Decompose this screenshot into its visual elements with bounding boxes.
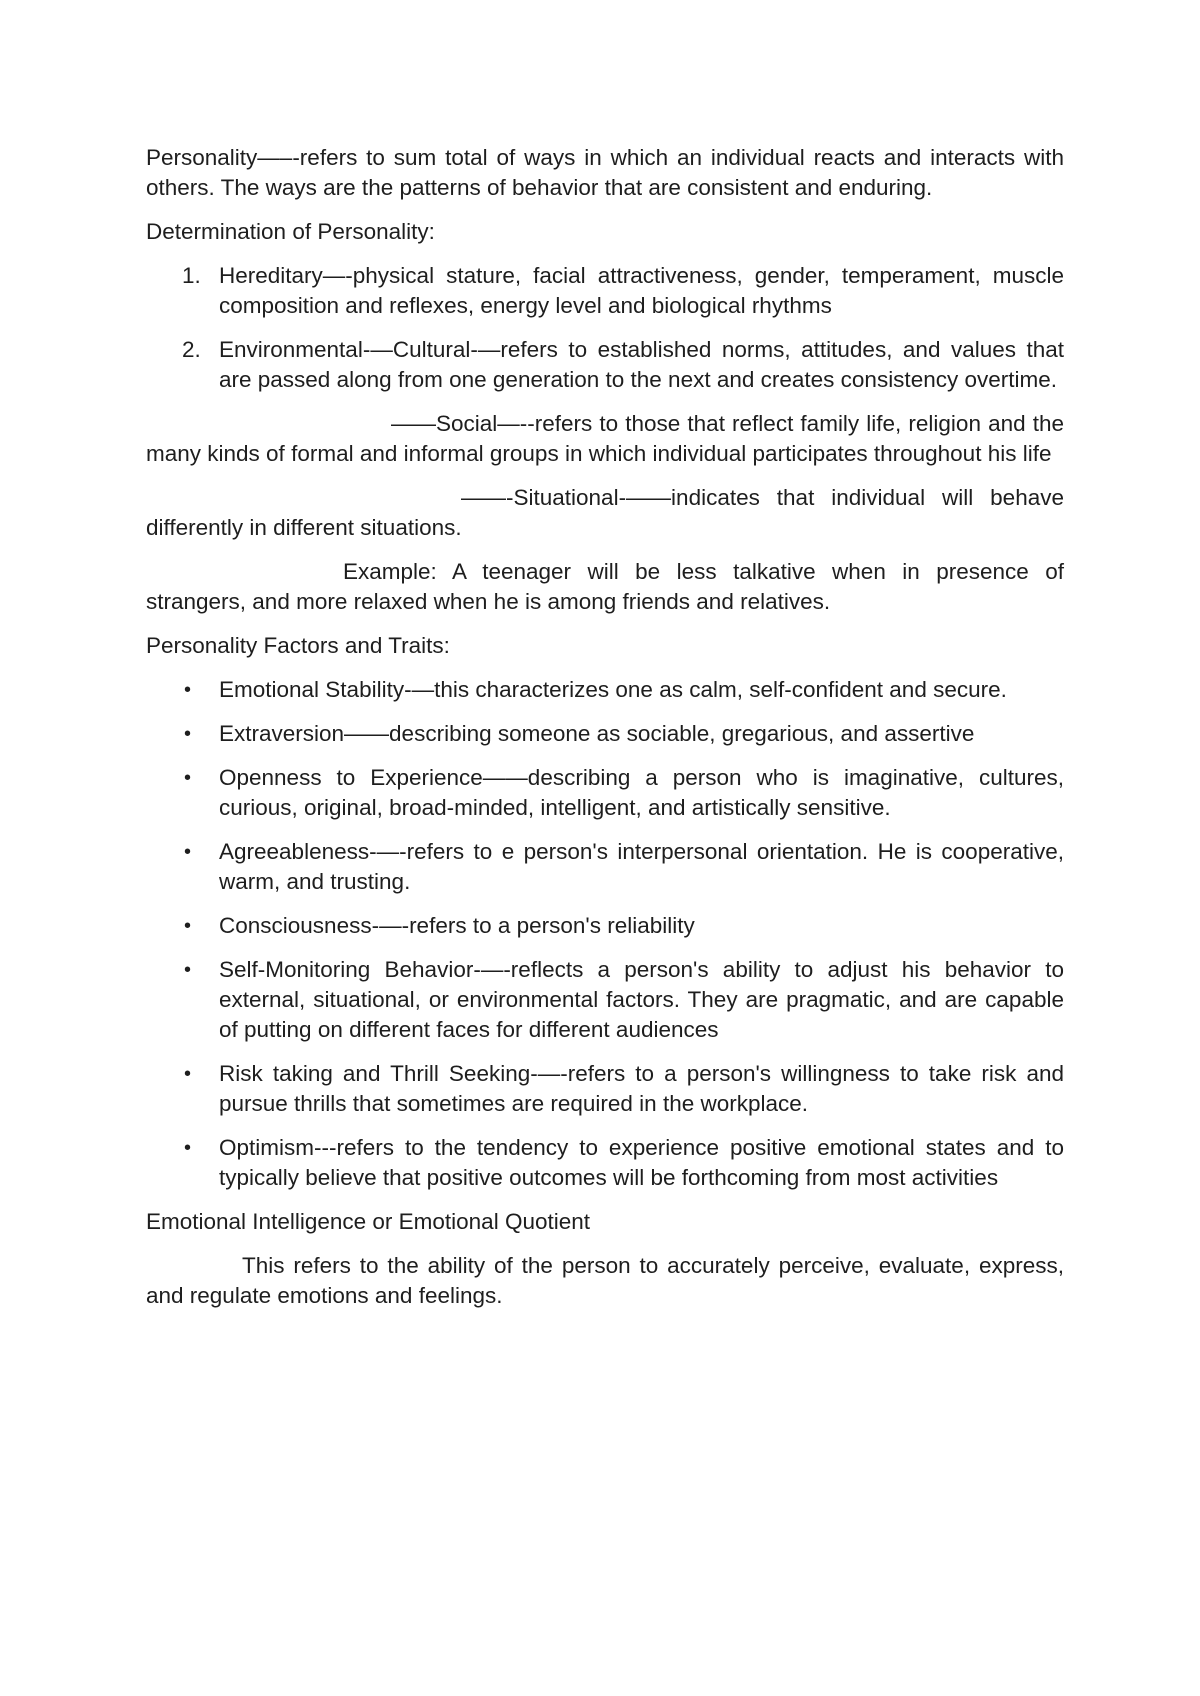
list-item-text: Openness to Experience——describing a person who is imaginative, cultures, curious, original, broad-minded, intelligent, and artistically sensitive. [219, 765, 1064, 820]
determination-heading: Determination of Personality: [146, 219, 435, 244]
bullet-icon: • [184, 1137, 192, 1159]
list-item [146, 719, 1064, 749]
situational-paragraph: ——-Situational-——indicates that individual will behave differently in different situations. [146, 485, 1064, 540]
list-item-text: Optimism---refers to the tendency to experience positive emotional states and to typically believe that positive outcomes will be forthcoming from most activities [219, 1135, 1064, 1190]
bullet-icon: • [184, 767, 192, 789]
list-item-text: Extraversion——describing someone as sociable, gregarious, and assertive [219, 721, 975, 746]
bullet-icon: • [184, 915, 192, 937]
determination-list [146, 261, 1064, 395]
factors-heading: Personality Factors and Traits: [146, 633, 450, 658]
list-item [146, 675, 1064, 705]
list-item-text: Risk taking and Thrill Seeking-—-refers to a person's willingness to take risk and pursue thrills that sometimes are required in the workplace. [219, 1061, 1064, 1116]
eq-heading: Emotional Intelligence or Emotional Quotient [146, 1209, 591, 1234]
list-item-text: Consciousness-—-refers to a person's reliability [219, 913, 695, 938]
list-item-text: Self-Monitoring Behavior-—-reflects a person's ability to adjust his behavior to external, situational, or environmental factors. They are pragmatic, and are capable of putting on different faces for different audiences [219, 957, 1064, 1042]
list-item-text: Environmental-—Cultural-—refers to established norms, attitudes, and values that are passed along from one generation to the next and creates consistency overtime. [219, 337, 1064, 392]
bullet-icon: • [184, 841, 192, 863]
eq-paragraph: This refers to the ability of the person to accurately perceive, evaluate, express, and regulate emotions and feelings. [146, 1253, 1064, 1308]
list-item-text: Emotional Stability-—this characterizes one as calm, self-confident and secure. [219, 677, 1007, 702]
list-item [146, 911, 1064, 941]
list-item [146, 837, 1064, 897]
bullet-icon: • [184, 1063, 192, 1085]
list-item-text: Hereditary—-physical stature, facial attractiveness, gender, temperament, muscle composition and reflexes, energy level and biological rhythms [219, 263, 1064, 318]
list-item [146, 955, 1064, 1045]
list-item [146, 763, 1064, 823]
example-paragraph: Example: A teenager will be less talkative when in presence of strangers, and more relaxed when he is among friends and relatives. [146, 559, 1064, 614]
list-item [146, 261, 1064, 321]
list-item [146, 1133, 1064, 1193]
bullet-icon: • [184, 679, 192, 701]
list-marker: 2. [182, 337, 201, 362]
intro-paragraph: Personality—–-refers to sum total of ways in which an individual reacts and interacts with others. The ways are the patterns of behavior that are consistent and enduring. [146, 145, 1064, 200]
list-item-text: Agreeableness-—-refers to e person's interpersonal orientation. He is cooperative, warm, and trusting. [219, 839, 1064, 894]
bullet-icon: • [184, 723, 192, 745]
social-paragraph: ——Social—--refers to those that reflect family life, religion and the many kinds of formal and informal groups in which individual participates throughout his life [146, 411, 1064, 466]
list-marker: 1. [182, 263, 201, 288]
list-item [146, 335, 1064, 395]
factors-list [146, 675, 1064, 1193]
document-body [146, 143, 1064, 1325]
list-item [146, 1059, 1064, 1119]
bullet-icon: • [184, 959, 192, 981]
